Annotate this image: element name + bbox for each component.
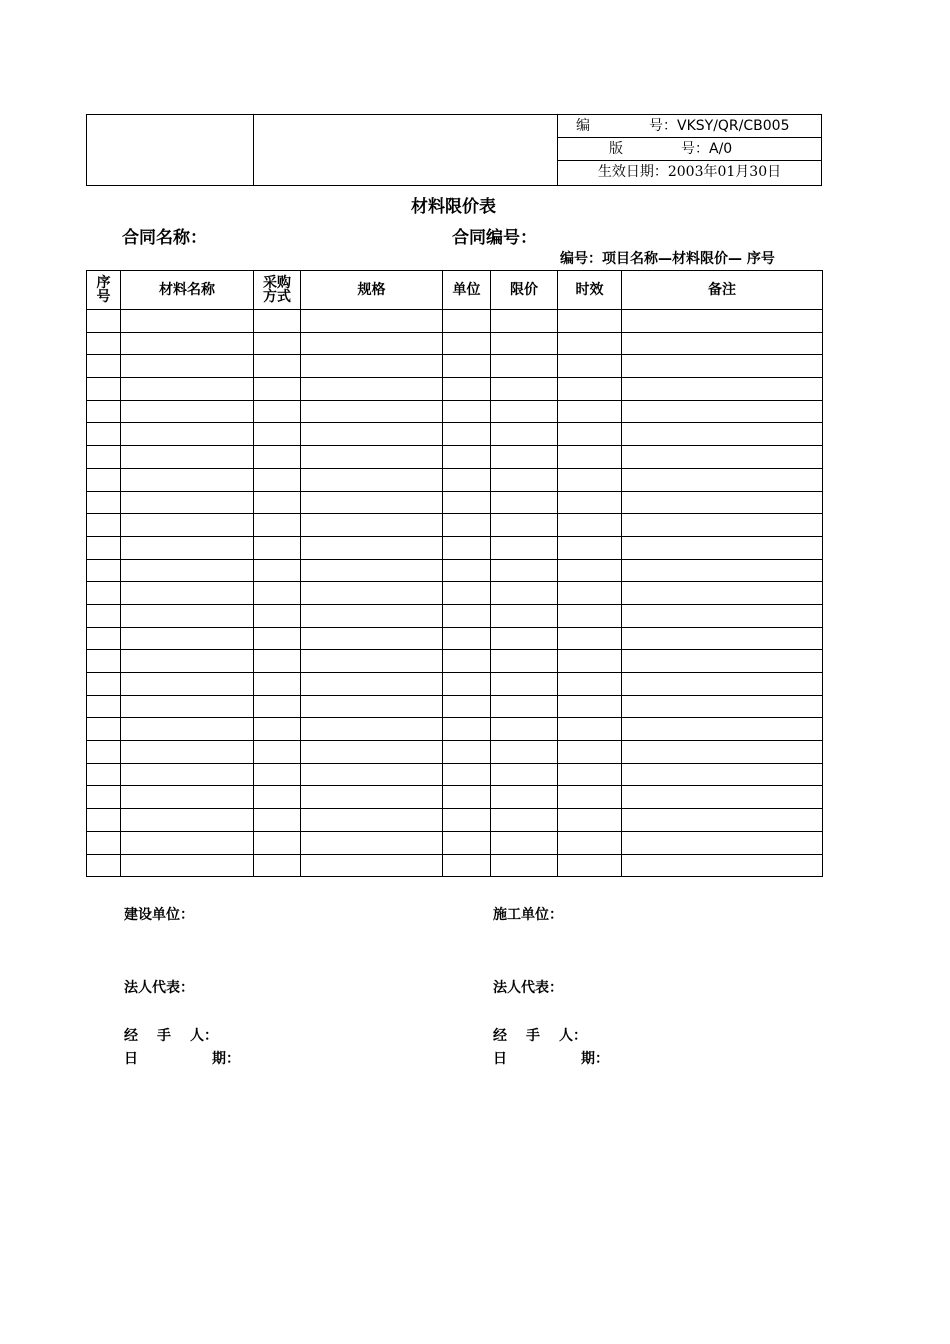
table-cell[interactable] [622,582,823,605]
table-cell[interactable] [301,468,443,491]
table-cell[interactable] [87,446,121,469]
table-cell[interactable] [491,809,558,832]
table-cell[interactable] [87,514,121,537]
table-cell[interactable] [254,718,301,741]
table-cell[interactable] [87,559,121,582]
table-cell[interactable] [87,332,121,355]
table-cell[interactable] [491,514,558,537]
logo-cell [87,115,254,185]
table-cell[interactable] [121,446,254,469]
table-cell[interactable] [121,763,254,786]
table-cell[interactable] [87,854,121,877]
table-cell[interactable] [87,627,121,650]
table-cell[interactable] [254,468,301,491]
table-cell[interactable] [87,604,121,627]
table-cell[interactable] [491,604,558,627]
table-row [87,831,823,854]
table-row [87,491,823,514]
table-row [87,627,823,650]
table-cell[interactable] [443,604,491,627]
table-cell[interactable] [301,741,443,764]
code-label: 编 [576,118,590,134]
table-cell[interactable] [622,673,823,696]
company-cell [254,115,558,185]
table-cell[interactable] [254,446,301,469]
table-cell[interactable] [121,514,254,537]
table-cell[interactable] [558,786,622,809]
table-cell[interactable] [254,673,301,696]
table-cell[interactable] [254,310,301,333]
table-cell[interactable] [87,400,121,423]
table-cell[interactable] [491,718,558,741]
table-row [87,514,823,537]
table-cell[interactable] [301,514,443,537]
table-cell[interactable] [121,673,254,696]
table-cell[interactable] [301,446,443,469]
table-cell[interactable] [254,559,301,582]
table-cell[interactable] [443,582,491,605]
table-cell[interactable] [491,695,558,718]
table-cell[interactable] [443,786,491,809]
table-cell[interactable] [443,400,491,423]
price-limit-table [86,270,823,877]
table-row [87,604,823,627]
table-row [87,536,823,559]
table-cell[interactable] [622,423,823,446]
table-cell[interactable] [87,355,121,378]
table-cell[interactable] [558,650,622,673]
table-cell[interactable] [121,831,254,854]
table-cell[interactable] [121,468,254,491]
table-cell[interactable] [87,650,121,673]
table-cell[interactable] [87,786,121,809]
table-cell[interactable] [622,378,823,401]
table-cell[interactable] [491,831,558,854]
table-row [87,446,823,469]
table-cell[interactable] [87,741,121,764]
table-cell[interactable] [87,423,121,446]
table-cell[interactable] [87,695,121,718]
table-cell[interactable] [254,763,301,786]
table-row [87,400,823,423]
table-cell[interactable] [491,332,558,355]
effective-date: 生效日期：2003年01月30日 [597,164,782,180]
table-cell[interactable] [87,378,121,401]
table-body [87,310,823,877]
table-row [87,310,823,333]
date-char: 期： [581,1051,609,1067]
column-header-material-name: 材料名称 [121,271,254,310]
numbering-note: 编号：项目名称—材料限价— 序号 [560,251,775,267]
table-cell[interactable] [301,582,443,605]
table-cell[interactable] [443,423,491,446]
table-cell[interactable] [121,310,254,333]
table-cell[interactable] [622,310,823,333]
column-header-validity: 时效 [558,271,622,310]
table-cell[interactable] [558,446,622,469]
column-header-line: 序 [96,275,111,291]
table-cell[interactable] [301,695,443,718]
table-cell[interactable] [121,695,254,718]
table-cell[interactable] [443,491,491,514]
table-cell[interactable] [558,718,622,741]
table-cell[interactable] [254,514,301,537]
table-cell[interactable] [301,310,443,333]
table-cell[interactable] [622,809,823,832]
table-cell[interactable] [301,809,443,832]
table-cell[interactable] [443,831,491,854]
builder-handler-label [124,1025,218,1045]
table-cell[interactable] [121,559,254,582]
table-cell[interactable] [254,627,301,650]
table-cell[interactable] [558,400,622,423]
table-cell[interactable] [254,854,301,877]
table-cell[interactable] [254,536,301,559]
handler-char: 手 [526,1028,540,1044]
contractor-date-label [493,1048,609,1068]
table-cell[interactable] [254,831,301,854]
contractor-unit-label: 施工单位： [493,907,563,923]
table-cell[interactable] [87,536,121,559]
table-cell[interactable] [87,310,121,333]
table-cell[interactable] [301,536,443,559]
table-cell[interactable] [301,763,443,786]
table-cell[interactable] [87,491,121,514]
table-cell[interactable] [254,400,301,423]
table-row [87,854,823,877]
table-cell[interactable] [622,763,823,786]
table-cell[interactable] [558,355,622,378]
table-cell[interactable] [443,536,491,559]
table-cell[interactable] [87,831,121,854]
table-cell[interactable] [121,627,254,650]
table-cell[interactable] [622,718,823,741]
table-row [87,695,823,718]
document-code-row [558,115,821,138]
table-cell[interactable] [443,514,491,537]
table-cell[interactable] [254,332,301,355]
table-cell[interactable] [443,378,491,401]
table-cell[interactable] [254,741,301,764]
table-cell[interactable] [558,423,622,446]
table-cell[interactable] [491,536,558,559]
table-cell[interactable] [622,355,823,378]
table-cell[interactable] [301,491,443,514]
table-cell[interactable] [121,355,254,378]
table-cell[interactable] [491,650,558,673]
builder-unit-label: 建设单位： [124,907,194,923]
table-row [87,423,823,446]
table-cell[interactable] [254,491,301,514]
handler-char: 人： [190,1028,218,1044]
table-row [87,673,823,696]
table-cell[interactable] [491,310,558,333]
table-cell[interactable] [558,741,622,764]
version-row [558,138,821,161]
version-value: 号：A/0 [681,141,733,157]
table-cell[interactable] [558,468,622,491]
table-cell[interactable] [254,695,301,718]
table-cell[interactable] [121,786,254,809]
date-char: 日 [493,1051,507,1067]
table-cell[interactable] [558,627,622,650]
code-value: 号：VKSY/QR/CB005 [649,118,790,134]
table-cell[interactable] [443,355,491,378]
table-cell[interactable] [301,831,443,854]
table-cell[interactable] [87,582,121,605]
table-row [87,786,823,809]
table-cell[interactable] [301,604,443,627]
column-header-spec: 规格 [301,271,443,310]
table-cell[interactable] [443,763,491,786]
table-cell[interactable] [558,491,622,514]
table-cell[interactable] [121,378,254,401]
table-cell[interactable] [301,718,443,741]
table-cell[interactable] [622,627,823,650]
builder-legal-rep-label: 法人代表： [124,980,194,996]
handler-char: 经 [493,1028,507,1044]
handler-char: 经 [124,1028,138,1044]
table-cell[interactable] [558,763,622,786]
table-cell[interactable] [622,491,823,514]
table-cell[interactable] [491,491,558,514]
table-cell[interactable] [491,378,558,401]
table-cell[interactable] [443,446,491,469]
table-cell[interactable] [622,446,823,469]
table-cell[interactable] [87,673,121,696]
document-header [86,114,822,186]
table-row [87,809,823,832]
table-cell[interactable] [622,854,823,877]
column-header-price-limit: 限价 [491,271,558,310]
table-cell[interactable] [491,423,558,446]
table-cell[interactable] [491,741,558,764]
table-cell[interactable] [558,536,622,559]
table-row [87,355,823,378]
column-header-line: 方式 [263,289,291,305]
table-cell[interactable] [87,718,121,741]
table-cell[interactable] [87,468,121,491]
table-cell[interactable] [558,582,622,605]
table-cell[interactable] [491,786,558,809]
date-char: 日 [124,1051,138,1067]
table-cell[interactable] [301,627,443,650]
table-row [87,468,823,491]
table-cell[interactable] [622,536,823,559]
date-char: 期： [212,1051,240,1067]
table-cell[interactable] [622,831,823,854]
table-cell[interactable] [301,400,443,423]
table-cell[interactable] [254,423,301,446]
table-cell[interactable] [622,514,823,537]
table-cell[interactable] [301,650,443,673]
table-cell[interactable] [622,332,823,355]
table-cell[interactable] [622,741,823,764]
column-header-line: 号 [96,289,111,305]
table-cell[interactable] [558,673,622,696]
table-row [87,559,823,582]
table-cell[interactable] [443,718,491,741]
table-cell[interactable] [254,809,301,832]
table-cell[interactable] [558,378,622,401]
table-cell[interactable] [121,423,254,446]
table-cell[interactable] [121,582,254,605]
table-cell[interactable] [558,854,622,877]
table-cell[interactable] [491,355,558,378]
handler-char: 手 [157,1028,171,1044]
table-cell[interactable] [121,332,254,355]
version-label: 版 [609,141,623,157]
table-row [87,332,823,355]
table-row [87,650,823,673]
handler-char: 人： [559,1028,587,1044]
table-cell[interactable] [254,650,301,673]
table-cell[interactable] [491,468,558,491]
table-cell[interactable] [443,559,491,582]
builder-date-label [124,1048,240,1068]
table-cell[interactable] [121,718,254,741]
column-header-unit: 单位 [443,271,491,310]
table-cell[interactable] [87,763,121,786]
table-cell[interactable] [301,854,443,877]
table-cell[interactable] [491,559,558,582]
table-cell[interactable] [121,741,254,764]
table-cell[interactable] [443,310,491,333]
table-row [87,582,823,605]
table-cell[interactable] [491,627,558,650]
table-cell[interactable] [87,809,121,832]
table-cell[interactable] [301,673,443,696]
table-cell[interactable] [121,491,254,514]
table-cell[interactable] [121,650,254,673]
table-cell[interactable] [301,786,443,809]
column-header-purchase-method [254,271,301,310]
table-cell[interactable] [121,400,254,423]
table-cell[interactable] [254,582,301,605]
table-cell[interactable] [121,854,254,877]
table-cell[interactable] [622,604,823,627]
table-cell[interactable] [443,695,491,718]
table-cell[interactable] [491,854,558,877]
table-cell[interactable] [558,310,622,333]
contractor-handler-label [493,1025,587,1045]
table-cell[interactable] [558,514,622,537]
table-cell[interactable] [558,831,622,854]
table-cell[interactable] [301,423,443,446]
table-cell[interactable] [622,400,823,423]
table-cell[interactable] [443,854,491,877]
table-cell[interactable] [443,741,491,764]
table-cell[interactable] [254,604,301,627]
table-cell[interactable] [491,446,558,469]
column-header-index [87,271,121,310]
table-cell[interactable] [491,400,558,423]
table-cell[interactable] [121,536,254,559]
contract-name-label: 合同名称： [122,228,207,248]
column-header-remarks: 备注 [622,271,823,310]
table-cell[interactable] [443,809,491,832]
table-cell[interactable] [558,809,622,832]
table-cell[interactable] [443,468,491,491]
table-cell[interactable] [622,650,823,673]
table-cell[interactable] [622,559,823,582]
table-cell[interactable] [254,378,301,401]
table-cell[interactable] [491,673,558,696]
table-cell[interactable] [301,355,443,378]
table-cell[interactable] [558,559,622,582]
table-cell[interactable] [443,650,491,673]
table-cell[interactable] [558,332,622,355]
contractor-legal-rep-label: 法人代表： [493,980,563,996]
column-header-line: 采购 [263,275,291,291]
table-cell[interactable] [254,355,301,378]
table-cell[interactable] [301,332,443,355]
table-cell[interactable] [301,559,443,582]
table-cell[interactable] [491,582,558,605]
table-cell[interactable] [254,786,301,809]
table-cell[interactable] [622,695,823,718]
table-cell[interactable] [443,627,491,650]
table-row [87,718,823,741]
contract-number-label: 合同编号： [452,228,537,248]
table-cell[interactable] [301,378,443,401]
page-title: 材料限价表 [411,197,496,217]
table-cell[interactable] [443,673,491,696]
table-row [87,763,823,786]
table-cell[interactable] [558,695,622,718]
table-cell[interactable] [622,468,823,491]
table-cell[interactable] [622,786,823,809]
table-cell[interactable] [121,604,254,627]
table-cell[interactable] [443,332,491,355]
table-cell[interactable] [121,809,254,832]
table-row [87,741,823,764]
table-cell[interactable] [558,604,622,627]
table-row [87,378,823,401]
document-info [558,115,821,185]
table-header-row [87,271,823,310]
table-cell[interactable] [491,763,558,786]
